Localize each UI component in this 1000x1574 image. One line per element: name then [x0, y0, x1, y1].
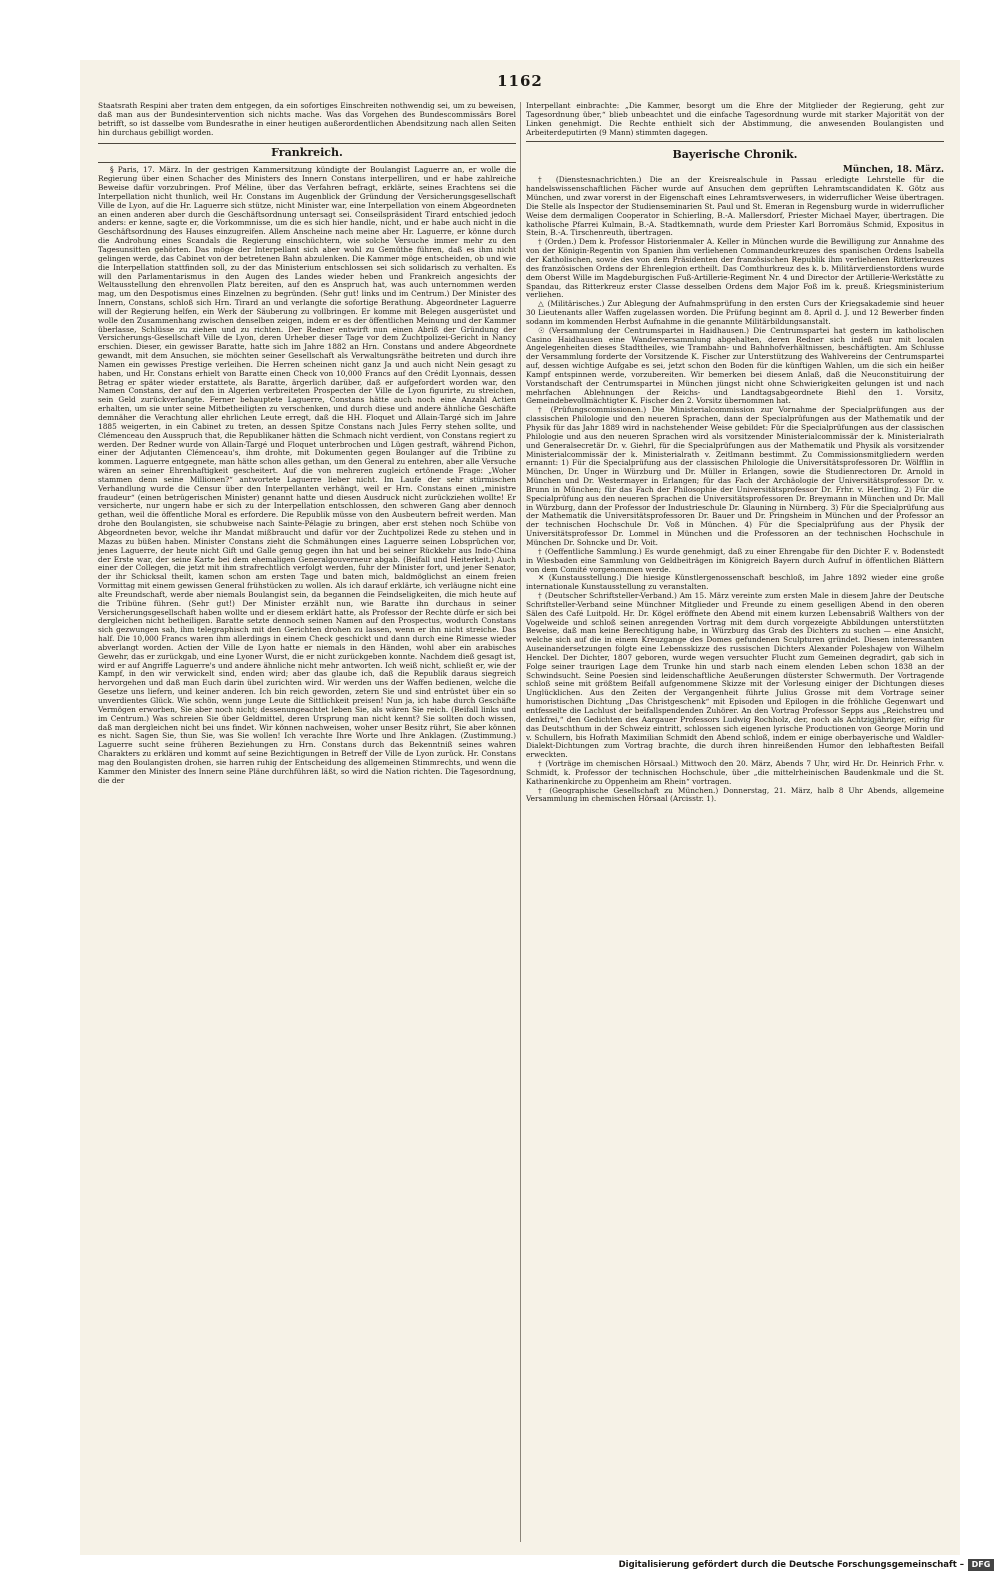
dateline: München, 18. März.	[842, 165, 944, 176]
page-number: 1162	[497, 72, 543, 90]
section-title-frankreich: Frankreich.	[98, 143, 516, 163]
funding-notice: Digitalisierung gefördert durch die Deutsche Forschungsgemeinschaft –	[618, 1560, 964, 1570]
news-item-sammlung: † (Oeffentliche Sammlung.) Es wurde genehmigt, daß zu einer Ehrengabe für den Dichter F. v. Bodenstedt in Wiesbaden eine Sammlung von Geldbeiträgen im Königreich Bayern durch Aufruf in öffentlichen Blättern von dem Comité vorgenommen werde.	[526, 546, 944, 574]
news-item-dienstesnachrichten: † (Dienstesnachrichten.) Die an der Kreisrealschule in Passau erledigte Lehrstelle für die handelswissenschaftlichen Fächer wurde auf Ansuchen dem geprüften Lehramtscandidaten K. Götz aus München, und zwar vorerst in der Eigenschaft eines Lehramtsverwesers, in widerruflicher Weise übertragen. Die Stelle als Inspector der Studienseminarien St. Paul und St. Emeran in Regensburg wurde in widerruflicher Weise dem dermaligen Cooperator in Schierling, B.-A. Mallersdorf, Priester Michael Mayer, übertragen. Die katholische Pfarrei Kulmain, B.-A. Stadtkemnath, wurde dem Priester Karl Borromäus Schmid, Expositus in Stein, B.-A. Tirschenreuth, übertragen.	[526, 175, 944, 238]
dfg-logo: DFG	[968, 1559, 994, 1571]
news-item-geographische-gesellschaft: † (Geographische Gesellschaft zu München.) Donnerstag, 21. März, halb 8 Uhr Abends, allgemeine Versammlung im chemischen Hörsaal (Arcisstr. 1).	[526, 785, 944, 804]
right-column	[526, 102, 944, 804]
news-item-pruefungscommissionen: † (Prüfungscommissionen.) Die Ministerialcommission zur Vornahme der Specialprüfungen aus der classischen Philologie und den neueren Sprachen, dann der Specialprüfungen aus der Mathematik und der Physik für das Jahr 1889 wird in nachstehender Weise gebildet: Für die Specialprüfungen aus der classischen Philologie und aus den neueren Sprachen wird als vorsitzender Ministerialcommissär der k. Ministerialrath und Generalsecretär Dr. v. Giehrl, für die Specialprüfungen aus der Mathematik und Physik als vorsitzender Ministerialcommissär der k. Ministerialrath v. Zeitlmann bestimmt. Zu Commissionsmitgliedern werden ernannt: 1) Für die Specialprüfung aus der classischen Philologie die Universitätsprofessoren Dr. Wölfflin in München, Dr. Unger in Würzburg und Dr. Müller in Erlangen, sowie die Studienrectoren Dr. Arnold in München und Dr. Westermayer in Erlangen; für das Fach der Archäologie der Universitätsprofessor Dr. v. Brunn in München; für das Fach der Philosophie der Universitätsprofessor Dr. Frhr. v. Hertling. 2) Für die Specialprüfung aus den neueren Sprachen die Universitätsprofessoren Dr. Breymann in München und Dr. Mall in Würzburg, dann der Professor der Industrieschule Dr. Glauning in Nürnberg. 3) Für die Specialprüfung aus der Mathematik die Universitätsprofessoren Dr. Bauer und Dr. Pringsheim in München und der Professor an der technischen Hochschule Dr. Voß in München. 4) Für die Specialprüfung aus der Physik der Universitätsprofessor Dr. Lommel in München und die Professoren an der technischen Hochschule in München Dr. Sohncke und Dr. Voit.	[526, 405, 944, 547]
left-column	[98, 102, 516, 785]
news-item-orden: † (Orden.) Dem k. Professor Historienmaler A. Keller in München wurde die Bewilligung zur Annahme des von der Königin-Regentin von Spanien ihm verliehenen Commandeurkreuzes des spanischen Ordens Isabella der Katholischen, sowie des von dem Präsidenten der französischen Republik ihm verliehenen Ritterkreuzes des französischen Ordens der Ehrenlegion ertheilt. Das Comthurkreuz des k. b. Militärverdienstordens wurde dem Oberst Wille im Magdeburgischen Fuß-Artillerie-Regiment Nr. 4 und Director der Artillerie-Werkstätte zu Spandau, das Ritterkreuz erster Classe desselben Ordens dem Major Foß im k. preuß. Kriegsministerium verliehen.	[526, 237, 944, 300]
footer-bar	[0, 1558, 1000, 1574]
section-rule	[526, 141, 944, 142]
interpellation-continuation: Interpellant einbrachte: „Die Kammer, besorgt um die Ehre der Mitglieder der Regierung, geht zur Tagesordnung über,“ blieb unbeachtet und die einfache Tagesordnung wurde mit starker Majorität von der Linken genehmigt. Die Rechte enthielt sich der Abstimmung, die anwesenden Boulangisten und Arbeiterdeputirten (9 Mann) stimmten dagegen.	[526, 101, 944, 137]
news-item-kunstausstellung: ✕ (Kunstausstellung.) Die hiesige Künstlergenossenschaft beschloß, im Jahre 1892 wieder eine große internationale Kunstausstellung zu veranstalten.	[526, 573, 944, 592]
news-item-militaerisches: △ (Militärisches.) Zur Ablegung der Aufnahmsprüfung in den ersten Curs der Kriegsakademie sind heuer 30 Lieutenants aller Waffen zugelassen worden. Die Prüfung beginnt am 8. April d. J. und 12 Bewerber finden sodann im kommenden Herbst Aufnahme in die genannte Militärbildungsanstalt.	[526, 299, 944, 326]
column-divider	[520, 102, 521, 1542]
news-item-vortraege: † (Vorträge im chemischen Hörsaal.) Mittwoch den 20. März, Abends 7 Uhr, wird Hr. Dr. Heinrich Frhr. v. Schmidt, k. Professor der technischen Hochschule, über „die mittelrheinischen Baudenkmale und die St. Katharinenkirche zu Oppenheim am Rhein“ vortragen.	[526, 759, 944, 786]
news-item-centrumspartei: ☉ (Versammlung der Centrumspartei in Haidhausen.) Die Centrumspartei hat gestern im katholischen Casino Haidhausen eine Wanderversammlung abgehalten, deren Redner sich indeß nur mit localen Angelegenheiten dieses Stadttheiles, wie Trambahn- und Bahnhofverhältnissen, beschäftigten. Am Schlusse der Versammlung forderte der Vorsitzende K. Fischer zur Unterstützung des Wahlvereins der Centrumspartei auf, dessen wichtige Aufgabe es sei, jetzt schon den Boden für die künftigen Wahlen, um die sich ein heißer Kampf entspinnen werde, vorzubereiten. Wir bemerken bei diesem Anlaß, daß die Neuconstituirung der Vorstandschaft der Centrumspartei in München jüngst nicht ohne Schwierigkeiten gelungen ist und nach mehrfachen Ablehnungen der Reichs- und Landtagsabgeordnete Biehl den 1. Vorsitz, Gemeindebevollmächtigter K. Fischer den 2. Vorsitz übernommen hat.	[526, 325, 944, 406]
news-item-schriftsteller-verband: † (Deutscher Schriftsteller-Verband.) Am 15. März vereinte zum ersten Male in diesem Jahre der Deutsche Schriftsteller-Verband seine Münchner Mitglieder und Freunde zu einem geselligen Abend in den oberen Sälen des Café Luitpold. Hr. Dr. Kögel eröffnete den Abend mit einem kurzen Lebensabriß Walthers von der Vogelweide und schloß seinen anregenden Vortrag mit dem durch vorgezeigte Abbildungen unterstützten Beweise, daß man keine Berechtigung habe, in Würzburg das Grab des Dichters zu suchen — eine Ansicht, welche sich auf die in einem Kreuzgange des Domes gefundenen Sculpturen gründet. Diesen interessanten Auseinandersetzungen folgte eine Lebensskizze des russischen Dichters Alexander Poleshajew von Wilhelm Henckel. Der Dichter, 1807 geboren, wurde wegen versuchter Flucht zum Gemeinen degradirt, gab sich in Folge seiner traurigen Lage dem Trunke hin und starb nach einem elenden Leben schon 1838 an der Schwindsucht. Seine Poesien sind leidenschaftliche Aeußerungen düsterster Schwermuth. Der Vortragende schloß seine mit größtem Beifall aufgenommene Skizze mit der Vorlesung einiger der Dichtungen dieses Unglücklichen. Aus den Zeiten der Vergangenheit führte Julius Grosse mit dem Vortrage seiner humoristischen Dichtung „Das Christgeschenk“ mit Episoden und Epilogen in die fröhliche Gegenwart und entfesselte die Lachlust der beifallspendenden Zuhörer. An den Vortrag Professor Sepps aus „Reichstreu und denkfrei,“ den Gedichten des Aargauer Professors Ludwig Rochholz, der, noch als Achtzigjähriger, eifrig für das Deutschthum in der Schweiz eintritt, schlossen sich eigenen lyrische Productionen von George Morin und v. Schullern, bis Hofrath Maximilian Schmidt den Abend schloß, indem er einige oberbayerische und Waldler-Dialekt-Dichtungen zum Vortrag brachte, die durch ihren hinreißenden Humor den lebhaftesten Beifall erweckten.	[526, 591, 944, 760]
swiss-report-paragraph: Staatsrath Respini aber traten dem entgegen, da ein sofortiges Einschreiten nothwendig sei, um zu beweisen, daß man aus der Bundesintervention sich nichts mache. Was das Vorgehen des Bundescommissärs Borel betrifft, so ist dasselbe vom Bundesrathe in einer heutigen außerordentlichen Abendsitzung nach allen Seiten hin durchaus gebilligt worden.	[98, 101, 516, 137]
newspaper-page	[80, 60, 960, 1555]
paris-report-paragraph: § Paris, 17. März. In der gestrigen Kammersitzung kündigte der Boulangist Laguerre an, er wolle die Regierung über einen Schacher des Ministers des Innern Constans interpelliren, und er habe zahlreiche Beweise dafür vorzubringen. Prof Méline, über das Verfahren befragt, erklärte, seines Erachtens sei die Interpellation nicht thunlich, weil Hr. Constans im Augenblick der Gründung der Versicherungsgesellschaft Ville de Lyon, auf die Hr. Laguerre sich stütze, nicht Minister war, eine Interpellation von einem Abgeordneten an einen anderen aber durch die Geschäftsordnung untersagt sei. Conseilspräsident Tirard entschied jedoch anders: er kenne, sagte er, die Vorkommnisse, um die es sich hier handle, nicht, und er habe auch nicht in die Geschäftsordnung des Hauses einzugreifen. Allem Anscheine nach meine aber Hr. Laguerre, er könne durch die Androhung eines Scandals die Regierung einschüchtern, wie solche Versuche immer mehr zu den Tagesunsitten gehörten. Das möge der Interpellant sich aber wohl zu Gemüthe führen, daß es ihm nicht gelingen werde, das Cabinet von der betretenen Bahn abzulenken. Die Kammer möge entscheiden, ob und wie die Interpellation stattfinden soll, zu der das Ministerium entschlossen sei sich solidarisch zu verhalten. Es will den Parlamentarismus in den Augen des Landes wieder heben und Frankreich angesichts der Weltausstellung den ehrenvollen Platz bereiten, auf den es Anspruch hat, was auch unternommen werden mag, um den Despotismus eines Einzelnen zu begründen. (Sehr gut! links und im Centrum.) Der Minister des Innern, Constans, schloß sich Hrn. Tirard an und verlangte die sofortige Berathung. Abgeordneter Laguerre will der Regierung helfen, ein Werk der Säuberung zu vollbringen. Er komme mit Belegen ausgerüstet und wolle den Zusammenhang zwischen denselben zeigen, indem er es der öffentlichen Meinung und der Kammer überlasse, Schlüsse zu ziehen und zu richten. Der Redner entwirft nun einen Abriß der Gründung der Versicherungs-Gesellschaft Ville de Lyon, deren Urheber dieser Tage vor dem Zuchtpolizei-Gericht in Nancy erschien. Dieser, ein gewisser Baratte, hatte sich im Jahre 1882 an Hrn. Constans und andere Abgeordnete gewandt, mit dem Ansuchen, sie möchten seiner Gesellschaft als Verwaltungsräthe beitreten und durch ihre Namen ein gewisses Prestige verleihen. Die Herren scheinen nicht ganz Ja und auch nicht Nein gesagt zu haben, und Hr. Constans erhielt von Baratte einen Check von 10,000 Francs auf den Crédit Lyonnais, dessen Betrag er später wieder erstattete, als Baratte, ärgerlich darüber, daß er aufgefordert worden war, den Namen Constans, der auf den in Algerien verbreiteten Prospecten der Ville de Lyon figurirte, zu streichen, sein Geld zurückverlangte. Ferner behauptete Laguerre, Constans hätte auch noch eine Anzahl Actien erhalten, um sie unter seine Mitbetheiligten zu verschenken, und durch diese und andere ähnliche Geschäfte demnäher die Verachtung aller ehrlichen Leute erregt, daß die HH. Floquet und Allain-Targé sich im Jahre 1885 weigerten, in ein Cabinet zu treten, an dessen Spitze Constans nach Jules Ferry stehen sollte, und Clémenceau den Ausspruch that, die Republikaner hätten die Schmach nicht verdient, von Constans regiert zu werden. Der Redner wurde von Allain-Targé und Floquet unterbrochen und Lügen gestraft, während Pichon, einer der Adjutanten Clémenceau's, ihm drohte, mit Dokumenten gegen Boulanger auf die Tribüne zu kommen. Laguerre entgegnete, man hätte schon alles gethan, um den General zu entehren, aber alle Versuche wären an seiner Ehrenhaftigkeit gescheitert. Auf die von mehreren zugleich ertönende Frage: „Woher stammen denn seine Millionen?“ antwortete Laguerre lieber nicht. Im Laufe der sehr stürmischen Verhandlung wurde die Censur über den Interpellanten verhängt, weil er Hrn. Constans einen „ministre fraudeur“ (einen betrügerischen Minister) genannt hatte und diesen Ausdruck nicht zurückziehen wollte! Er versicherte, nur ungern habe er sich zu der Interpellation entschlossen, den schweren Gang aber dennoch gethan, weil die öffentliche Moral es erfordere. Die Republik müsse von den Ausbeutern befreit werden. Man drohe den Boulangisten, sie schubweise nach Sainte-Pélagie zu bringen, aber erst stehen noch Schübe von Abgeordneten bevor, welche ihr Mandat mißbraucht und dafür vor der Zuchtpolizei Rede zu stehen und in Mazas zu büßen haben. Minister Constans zieht die Schmähungen eines Laguerre seinen Lobsprüchen vor, jenes Laguerre, der heute nicht Gift und Galle genug gegen ihn hat und bei seiner Rückkehr aus Indo-China der Erste war, der seine Karte bei dem ehemaligen Generalgouverneur abgab. (Beifall und Heiterkeit.) Auch einer der Collegen, die jetzt mit ihm strafrechtlich verfolgt werden, fuhr der Minister fort, und jener Senator, der ihr Schicksal theilt, kamen schon am ersten Tage und baten mich, baldmöglichst an einem freien Vormittag mit einem gewissen General frühstücken zu wollen. Als ich darauf erklärte, ich verläugne nicht eine alte Freundschaft, werde aber niemals Boulangist sein, da begannen die Feindseligkeiten, die mich heute auf die Tribüne führen. (Sehr gut!) Der Minister erzählt nun, wie Baratte ihn durchaus in seiner Versicherungsgesellschaft haben wollte und er diesem erklärt hatte, als Professor der Rechte dürfe er sich bei dergleichen nicht betheiligen. Baratte setzte dennoch seinen Namen auf den Prospectus, wodurch Constans sich gezwungen sah, ihm telegraphisch mit den Gerichten drohen zu lassen, wenn er ihn nicht streiche. Das half. Die 10,000 Francs waren ihm allerdings in einem Check geschickt und dann durch eine Rimesse wieder abverlangt worden. Actien der Ville de Lyon hatte er niemals in den Händen, wohl aber ein arabisches Gewehr, das er zurückgab, und eine Lyoner Wurst, die er nicht zurückgeben konnte. Nachdem dieß gesagt ist, wird er auf Angriffe Laguerre's und andere ähnliche nicht mehr antworten. Ich weiß nicht, schließt er, wie der Kampf, in den wir verwickelt sind, enden wird; aber das glaube ich, daß die Republik daraus siegreich hervorgehen und daß man Euch darin übel zurichten wird. Wir werden uns der Waffen bedienen, welche die Gesetze uns liefern, und keiner anderen. Ich bin reich geworden, zetern Sie und sind entrüstet über ein so unverdientes Glück. Wie schön, wenn junge Leute die Sittlichkeit preisen! Nun ja, ich habe durch Geschäfte Vermögen erworben, Sie aber noch nicht; dessenungeachtet leben Sie, als wären Sie reich. (Beifall links und im Centrum.) Was schreien Sie über Geldmittel, deren Ursprung man nicht kennt? Sie sollten doch wissen, daß man dergleichen nicht bei uns findet. Wir können nachweisen, woher unser Besitz rührt, Sie aber können es nicht. Sagen Sie, thun Sie, was Sie wollen! Ich verachte Ihre Worte und Ihre Anklagen. (Zustimmung.) Laguerre sucht seine früheren Beziehungen zu Hrn. Constans durch das Bekenntniß seines wahren Charakters zu erklären und kommt auf seine Bezichtigungen in Betreff der Ville de Lyon zurück. Hr. Constans mag den Boulangisten drohen, sie harren ruhig der Entscheidung des allgemeinen Stimmrechts, und wenn die Kammer den Minister des Innern seine Pläne durchführen läßt, so wird die Nation richten. Die Tagesordnung, die der	[98, 165, 516, 785]
section-title-bayerische-chronik: Bayerische Chronik.	[672, 148, 798, 162]
